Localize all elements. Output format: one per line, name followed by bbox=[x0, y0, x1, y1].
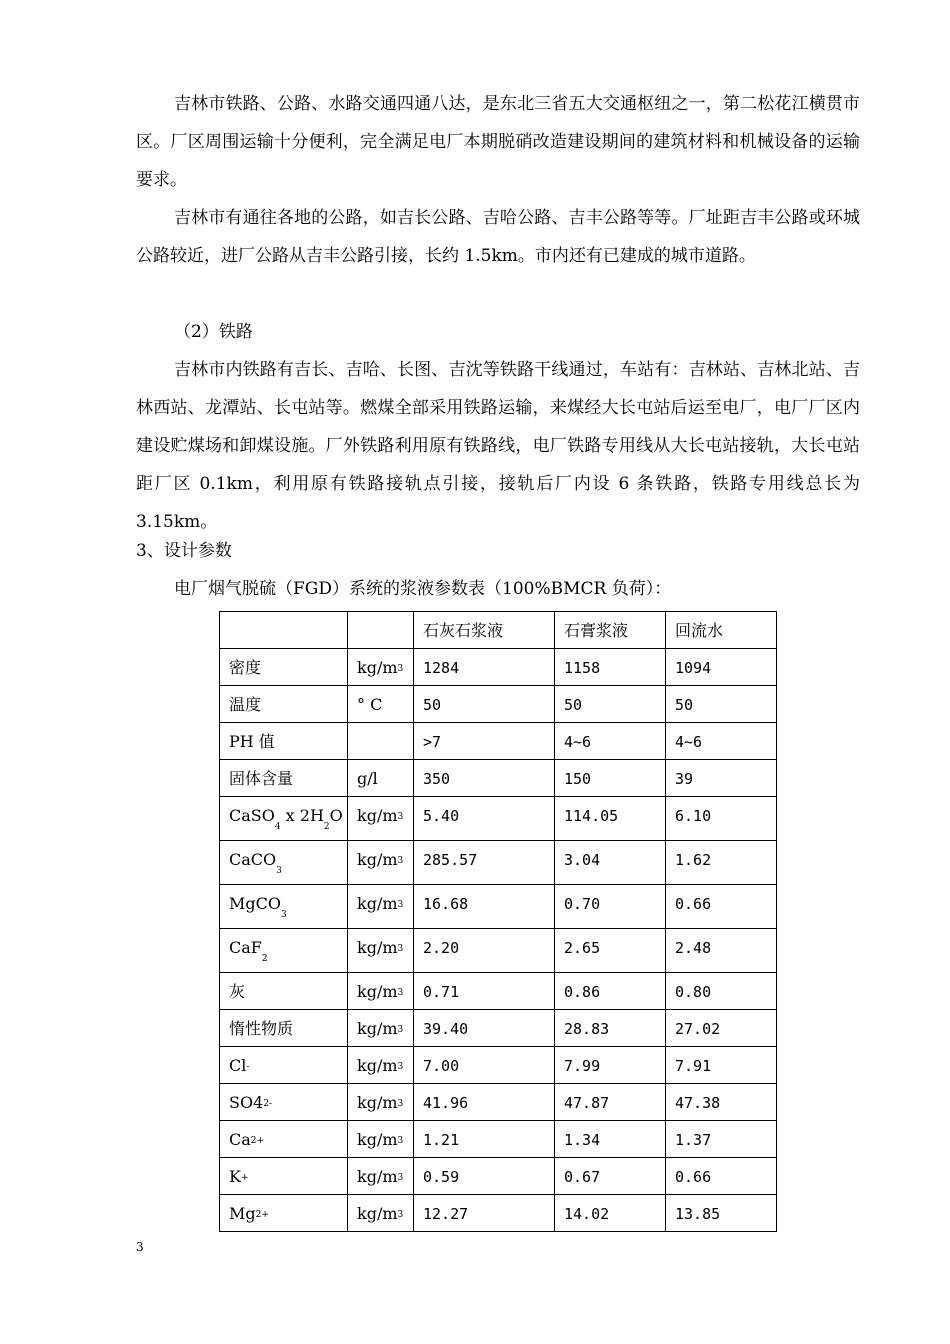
page-number: 3 bbox=[136, 1240, 144, 1254]
parameter-name: CaF bbox=[229, 938, 262, 957]
header-cell: 石膏浆液 bbox=[555, 612, 666, 649]
unit-cell bbox=[348, 649, 414, 686]
value-text: 47.38 bbox=[675, 1094, 721, 1112]
parameter-name: PH 值 bbox=[229, 732, 275, 751]
value-text: 1284 bbox=[423, 659, 460, 677]
value-cell bbox=[555, 760, 666, 797]
value-cell bbox=[666, 1121, 777, 1158]
table-row bbox=[220, 1158, 777, 1195]
unit-superscript: 3 bbox=[397, 1210, 404, 1220]
subscript: 3 bbox=[280, 910, 287, 920]
value-cell bbox=[555, 1010, 666, 1047]
parameter-name-tail: O bbox=[329, 806, 343, 825]
table-row bbox=[220, 841, 777, 885]
value-cell bbox=[666, 1047, 777, 1084]
value-cell bbox=[414, 649, 555, 686]
value-text: 7.99 bbox=[564, 1057, 601, 1075]
value-text: 2.20 bbox=[423, 939, 460, 957]
unit-text: kg/m bbox=[357, 850, 398, 869]
parameter-name: K bbox=[229, 1167, 241, 1186]
unit-cell bbox=[348, 885, 414, 929]
unit-text: kg/m bbox=[357, 894, 398, 913]
value-cell bbox=[414, 686, 555, 723]
value-cell bbox=[666, 686, 777, 723]
parameter-name-cell bbox=[220, 929, 348, 973]
unit-cell bbox=[348, 1084, 414, 1121]
unit-text: kg/m bbox=[357, 1167, 398, 1186]
unit-text: kg/m bbox=[357, 982, 398, 1001]
value-cell bbox=[666, 1195, 777, 1232]
value-cell bbox=[666, 649, 777, 686]
unit-text: kg/m bbox=[357, 1056, 398, 1075]
table-row bbox=[220, 797, 777, 841]
value-cell bbox=[666, 929, 777, 973]
parameter-name: Mg bbox=[229, 1204, 256, 1223]
value-text: 1.62 bbox=[675, 851, 712, 869]
header-cell: 回流水 bbox=[666, 612, 777, 649]
unit-superscript: 3 bbox=[397, 856, 404, 866]
unit-text: kg/m bbox=[357, 938, 398, 957]
value-text: 1.21 bbox=[423, 1131, 460, 1149]
superscript: - bbox=[246, 1062, 250, 1072]
section-heading-design-parameters: 3、设计参数 bbox=[136, 541, 232, 561]
value-text: 0.71 bbox=[423, 983, 460, 1001]
parameter-name-cell bbox=[220, 1195, 348, 1232]
value-text: 3.04 bbox=[564, 851, 601, 869]
table-row bbox=[220, 1121, 777, 1158]
table-caption: 电厂烟气脱硫（FGD）系统的浆液参数表（100%BMCR 负荷）： bbox=[174, 579, 672, 599]
parameter-name: 灰 bbox=[229, 982, 246, 1001]
parameter-name-cell bbox=[220, 686, 348, 723]
value-text: 13.85 bbox=[675, 1205, 721, 1223]
parameter-name: 密度 bbox=[229, 658, 262, 677]
value-text: 2.48 bbox=[675, 939, 712, 957]
unit-cell bbox=[348, 1158, 414, 1195]
value-cell bbox=[666, 1084, 777, 1121]
value-cell bbox=[414, 929, 555, 973]
parameter-name-cell bbox=[220, 723, 348, 760]
table-row bbox=[220, 649, 777, 686]
parameter-name-cell bbox=[220, 1047, 348, 1084]
unit-superscript: 3 bbox=[397, 944, 404, 954]
value-text: 1.34 bbox=[564, 1131, 601, 1149]
value-text: 4~6 bbox=[564, 733, 592, 751]
value-cell bbox=[414, 1084, 555, 1121]
value-text: 0.66 bbox=[675, 895, 712, 913]
unit-text: g/l bbox=[357, 769, 378, 788]
parameter-name-cell bbox=[220, 760, 348, 797]
table-row bbox=[220, 1047, 777, 1084]
value-text: >7 bbox=[423, 733, 442, 751]
value-cell bbox=[555, 723, 666, 760]
value-cell bbox=[555, 1084, 666, 1121]
slurry-parameter-table bbox=[219, 611, 777, 1232]
value-cell bbox=[555, 841, 666, 885]
value-text: 41.96 bbox=[423, 1094, 469, 1112]
parameter-name-cell bbox=[220, 1084, 348, 1121]
superscript: 2+ bbox=[250, 1136, 265, 1146]
parameter-name: CaCO bbox=[229, 850, 277, 869]
value-text: 4~6 bbox=[675, 733, 703, 751]
header-cell bbox=[348, 612, 414, 649]
table-row bbox=[220, 686, 777, 723]
table-row bbox=[220, 723, 777, 760]
value-cell bbox=[414, 973, 555, 1010]
unit-superscript: 3 bbox=[397, 1173, 404, 1183]
unit-cell bbox=[348, 760, 414, 797]
value-text: 0.86 bbox=[564, 983, 601, 1001]
paragraph-highways: 吉林市有通往各地的公路，如吉长公路、吉哈公路、吉丰公路等等。厂址距吉丰公路或环城公路较近，进厂公路从吉丰公路引接，长约 1.5km。市内还有已建成的城市道路。 bbox=[136, 208, 860, 266]
value-cell bbox=[666, 885, 777, 929]
value-text: 50 bbox=[675, 696, 694, 714]
table-row bbox=[220, 1010, 777, 1047]
value-cell bbox=[555, 649, 666, 686]
parameter-name-cell bbox=[220, 1158, 348, 1195]
unit-superscript: 3 bbox=[397, 812, 404, 822]
parameter-name: 固体含量 bbox=[229, 769, 294, 788]
table-row bbox=[220, 885, 777, 929]
unit-cell bbox=[348, 1195, 414, 1232]
unit-cell bbox=[348, 1010, 414, 1047]
unit-cell bbox=[348, 973, 414, 1010]
value-cell bbox=[555, 686, 666, 723]
parameter-name: MgCO bbox=[229, 894, 281, 913]
unit-text: ° C bbox=[357, 695, 383, 714]
parameter-name: Cl bbox=[229, 1056, 247, 1075]
unit-cell bbox=[348, 1121, 414, 1158]
value-cell bbox=[666, 1158, 777, 1195]
parameter-name-cell bbox=[220, 973, 348, 1010]
parameter-name-cell bbox=[220, 649, 348, 686]
value-text: 0.66 bbox=[675, 1168, 712, 1186]
unit-superscript: 3 bbox=[397, 900, 404, 910]
value-text: 27.02 bbox=[675, 1020, 721, 1038]
value-text: 16.68 bbox=[423, 895, 469, 913]
value-cell bbox=[414, 1047, 555, 1084]
superscript: 2- bbox=[263, 1099, 273, 1109]
value-cell bbox=[666, 841, 777, 885]
unit-superscript: 3 bbox=[397, 1099, 404, 1109]
unit-superscript: 3 bbox=[397, 988, 404, 998]
value-text: 0.80 bbox=[675, 983, 712, 1001]
value-cell bbox=[666, 723, 777, 760]
value-text: 7.91 bbox=[675, 1057, 712, 1075]
parameter-name-cell bbox=[220, 1121, 348, 1158]
value-text: 0.70 bbox=[564, 895, 601, 913]
value-cell bbox=[555, 1158, 666, 1195]
parameter-name-cell bbox=[220, 841, 348, 885]
value-text: 50 bbox=[564, 696, 583, 714]
value-text: 1094 bbox=[675, 659, 712, 677]
value-cell bbox=[555, 1121, 666, 1158]
value-text: 5.40 bbox=[423, 807, 460, 825]
parameter-name: 温度 bbox=[229, 695, 262, 714]
value-cell bbox=[666, 760, 777, 797]
value-cell bbox=[414, 885, 555, 929]
value-text: 285.57 bbox=[423, 851, 478, 869]
unit-cell bbox=[348, 723, 414, 760]
value-text: 47.87 bbox=[564, 1094, 610, 1112]
parameter-name: SO4 bbox=[229, 1093, 264, 1112]
subscript: 2 bbox=[261, 954, 268, 964]
value-cell bbox=[414, 760, 555, 797]
value-text: 1158 bbox=[564, 659, 601, 677]
unit-text: kg/m bbox=[357, 1130, 398, 1149]
value-cell bbox=[666, 973, 777, 1010]
unit-cell bbox=[348, 686, 414, 723]
parameter-name: 惰性物质 bbox=[229, 1019, 294, 1038]
unit-text: kg/m bbox=[357, 806, 398, 825]
value-cell bbox=[555, 797, 666, 841]
unit-cell bbox=[348, 1047, 414, 1084]
header-cell bbox=[220, 612, 348, 649]
paragraph-transport-overview: 吉林市铁路、公路、水路交通四通八达，是东北三省五大交通枢纽之一，第二松花江横贯市区。厂区周围运输十分便利，完全满足电厂本期脱硝改造建设期间的建筑材料和机械设备的运输要求。 bbox=[136, 94, 860, 190]
value-cell bbox=[414, 1195, 555, 1232]
subscript: 4 bbox=[274, 822, 281, 832]
value-text: 2.65 bbox=[564, 939, 601, 957]
value-text: 50 bbox=[423, 696, 442, 714]
table-row bbox=[220, 1195, 777, 1232]
table-row bbox=[220, 973, 777, 1010]
value-text: 14.02 bbox=[564, 1205, 610, 1223]
parameter-name-cell bbox=[220, 1010, 348, 1047]
paragraph-railway: 吉林市内铁路有吉长、吉哈、长图、吉沈等铁路干线通过，车站有：吉林站、吉林北站、吉林西站、龙潭站、长屯站等。燃煤全部采用铁路运输，来煤经大长屯站后运至电厂，电厂厂区内建设贮煤场和卸煤设施。厂外铁路利用原有铁路线，电厂铁路专用线从大长屯站接轨，大长屯站距厂区 0.1km，利用原有铁路接轨点引接，接轨后厂内设 6 条铁路，铁路专用线总长为 3.15km。 bbox=[136, 360, 860, 532]
value-cell bbox=[414, 1158, 555, 1195]
value-text: 114.05 bbox=[564, 807, 619, 825]
unit-text: kg/m bbox=[357, 1019, 398, 1038]
header-cell: 石灰石浆液 bbox=[414, 612, 555, 649]
value-text: 28.83 bbox=[564, 1020, 610, 1038]
value-cell bbox=[414, 1010, 555, 1047]
section-heading-railway: （2）铁路 bbox=[174, 322, 253, 342]
value-text: 6.10 bbox=[675, 807, 712, 825]
value-cell bbox=[414, 841, 555, 885]
unit-cell bbox=[348, 841, 414, 885]
value-text: 39.40 bbox=[423, 1020, 469, 1038]
unit-text: kg/m bbox=[357, 1204, 398, 1223]
value-text: 150 bbox=[564, 770, 592, 788]
parameter-name-cell bbox=[220, 885, 348, 929]
value-cell bbox=[555, 1047, 666, 1084]
subscript: 3 bbox=[276, 866, 282, 876]
unit-text: kg/m bbox=[357, 1093, 398, 1112]
parameter-name-cell bbox=[220, 797, 348, 841]
parameter-name: Ca bbox=[229, 1130, 251, 1149]
unit-cell bbox=[348, 929, 414, 973]
parameter-name-tail: x 2H bbox=[280, 806, 324, 825]
value-text: 7.00 bbox=[423, 1057, 460, 1075]
table-row bbox=[220, 1084, 777, 1121]
table-row bbox=[220, 760, 777, 797]
value-text: 0.59 bbox=[423, 1168, 460, 1186]
unit-superscript: 3 bbox=[397, 1136, 404, 1146]
value-cell bbox=[666, 797, 777, 841]
unit-superscript: 3 bbox=[397, 1025, 404, 1035]
value-cell bbox=[555, 885, 666, 929]
parameter-name: CaSO bbox=[229, 806, 275, 825]
value-cell bbox=[414, 1121, 555, 1158]
value-cell bbox=[414, 723, 555, 760]
value-cell bbox=[414, 797, 555, 841]
unit-text: kg/m bbox=[357, 658, 398, 677]
value-text: 1.37 bbox=[675, 1131, 712, 1149]
unit-superscript: 3 bbox=[397, 664, 404, 674]
value-text: 12.27 bbox=[423, 1205, 469, 1223]
value-text: 39 bbox=[675, 770, 694, 788]
table-row bbox=[220, 929, 777, 973]
value-text: 0.67 bbox=[564, 1168, 601, 1186]
value-text: 350 bbox=[423, 770, 451, 788]
value-cell bbox=[666, 1010, 777, 1047]
table-header-row bbox=[220, 612, 777, 649]
value-cell bbox=[555, 973, 666, 1010]
value-cell bbox=[555, 1195, 666, 1232]
subscript: 2 bbox=[323, 822, 330, 832]
superscript: 2+ bbox=[255, 1210, 269, 1220]
unit-superscript: 3 bbox=[397, 1062, 404, 1072]
unit-cell bbox=[348, 797, 414, 841]
value-cell bbox=[555, 929, 666, 973]
superscript: + bbox=[240, 1173, 249, 1183]
